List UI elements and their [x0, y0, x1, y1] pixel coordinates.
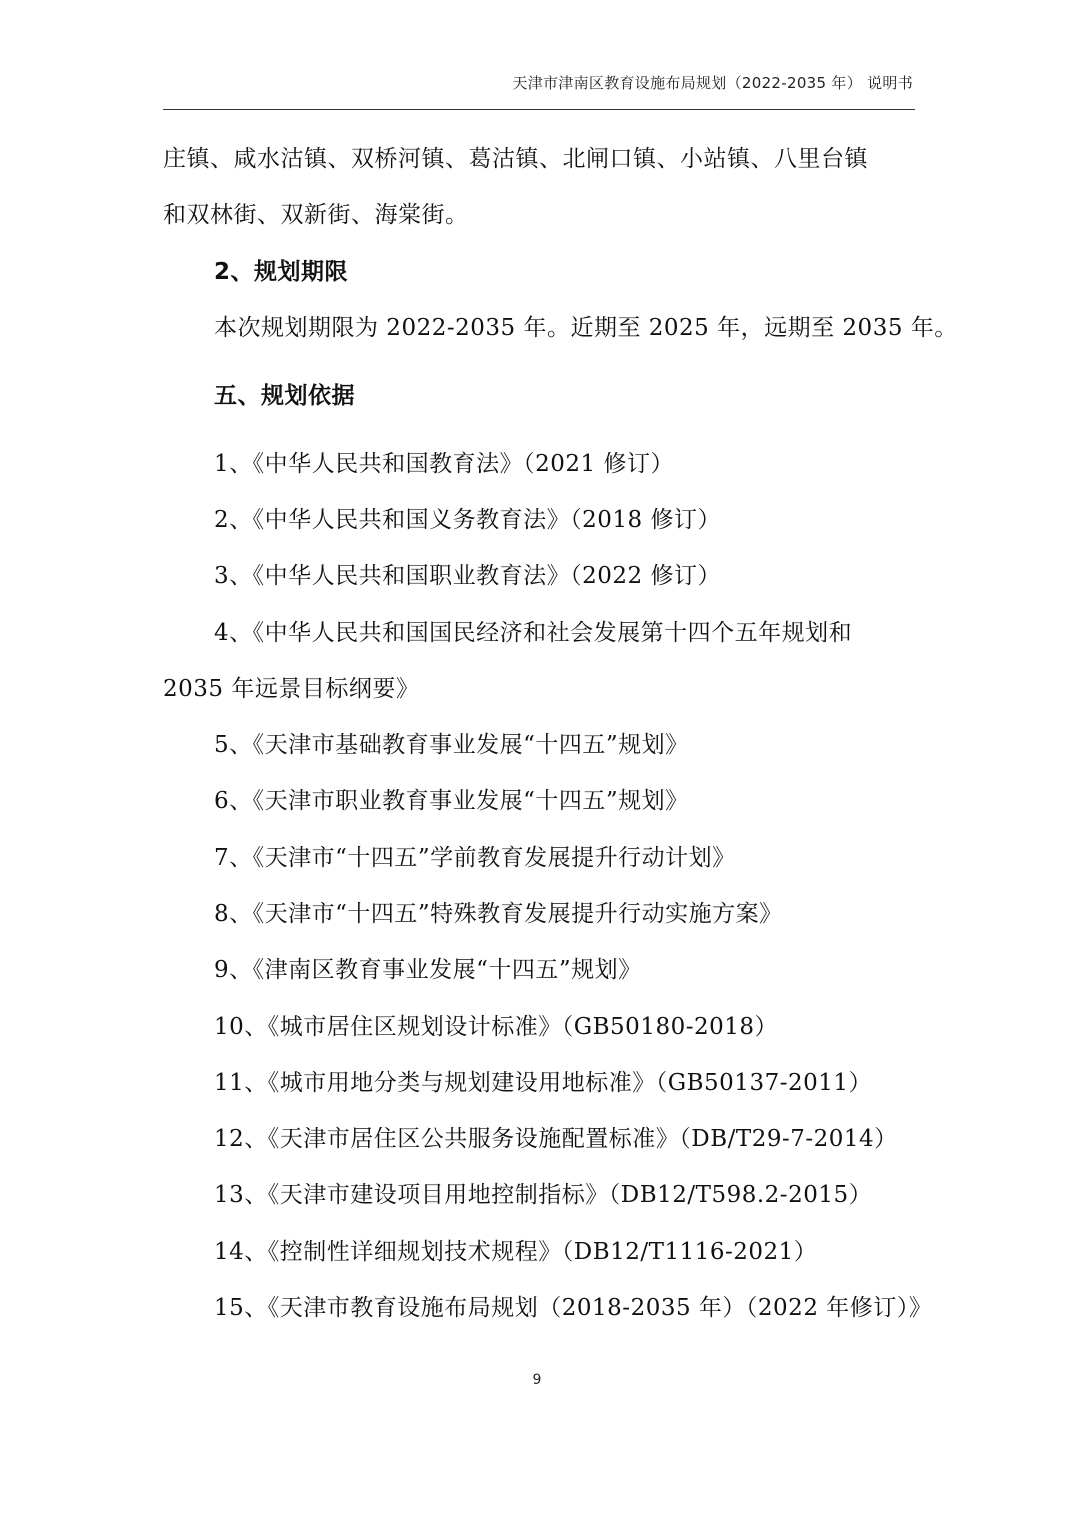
list-item: 2、《中华人民共和国义务教育法》（2018 修订） — [214, 507, 721, 533]
list-item: 1、《中华人民共和国教育法》（2021 修订） — [214, 451, 674, 477]
list-item: 15、《天津市教育设施布局规划（2018-2035 年）（2022 年修订）》 — [214, 1295, 933, 1321]
section-heading-basis: 五、规划依据 — [214, 383, 355, 409]
paragraph-towns-line-2: 和双林街、双新街、海棠街。 — [163, 202, 469, 228]
list-item: 13、《天津市建设项目用地控制指标》（DB12/T598.2-2015） — [214, 1182, 873, 1208]
list-item: 7、《天津市“十四五”学前教育发展提升行动计划》 — [214, 845, 736, 871]
list-item: 10、《城市居住区规划设计标准》（GB50180-2018） — [214, 1014, 779, 1040]
paragraph-towns-line-1: 庄镇、咸水沽镇、双桥河镇、葛沽镇、北闸口镇、小站镇、八里台镇 — [163, 146, 868, 172]
section-heading-period: 2、规划期限 — [214, 259, 349, 285]
page-number: 9 — [532, 1372, 542, 1388]
paragraph-period: 本次规划期限为 2022-2035 年。近期至 2025 年，远期至 2035 年。 — [214, 315, 958, 341]
list-item: 11、《城市用地分类与规划建设用地标准》（GB50137-2011） — [214, 1070, 873, 1096]
list-item: 5、《天津市基础教育事业发展“十四五”规划》 — [214, 732, 689, 758]
list-item-continuation: 2035 年远景目标纲要》 — [163, 676, 420, 702]
header-divider — [163, 109, 915, 110]
list-item: 14、《控制性详细规划技术规程》（DB12/T1116-2021） — [214, 1239, 818, 1265]
list-item: 9、《津南区教育事业发展“十四五”规划》 — [214, 957, 642, 983]
list-item: 4、《中华人民共和国国民经济和社会发展第十四个五年规划和 — [214, 620, 853, 646]
list-item: 3、《中华人民共和国职业教育法》（2022 修订） — [214, 563, 721, 589]
list-item: 6、《天津市职业教育事业发展“十四五”规划》 — [214, 788, 689, 814]
list-item: 12、《天津市居住区公共服务设施配置标准》（DB/T29-7-2014） — [214, 1126, 898, 1152]
running-header: 天津市津南区教育设施布局规划（2022-2035 年） 说明书 — [512, 74, 913, 92]
list-item: 8、《天津市“十四五”特殊教育发展提升行动实施方案》 — [214, 901, 783, 927]
